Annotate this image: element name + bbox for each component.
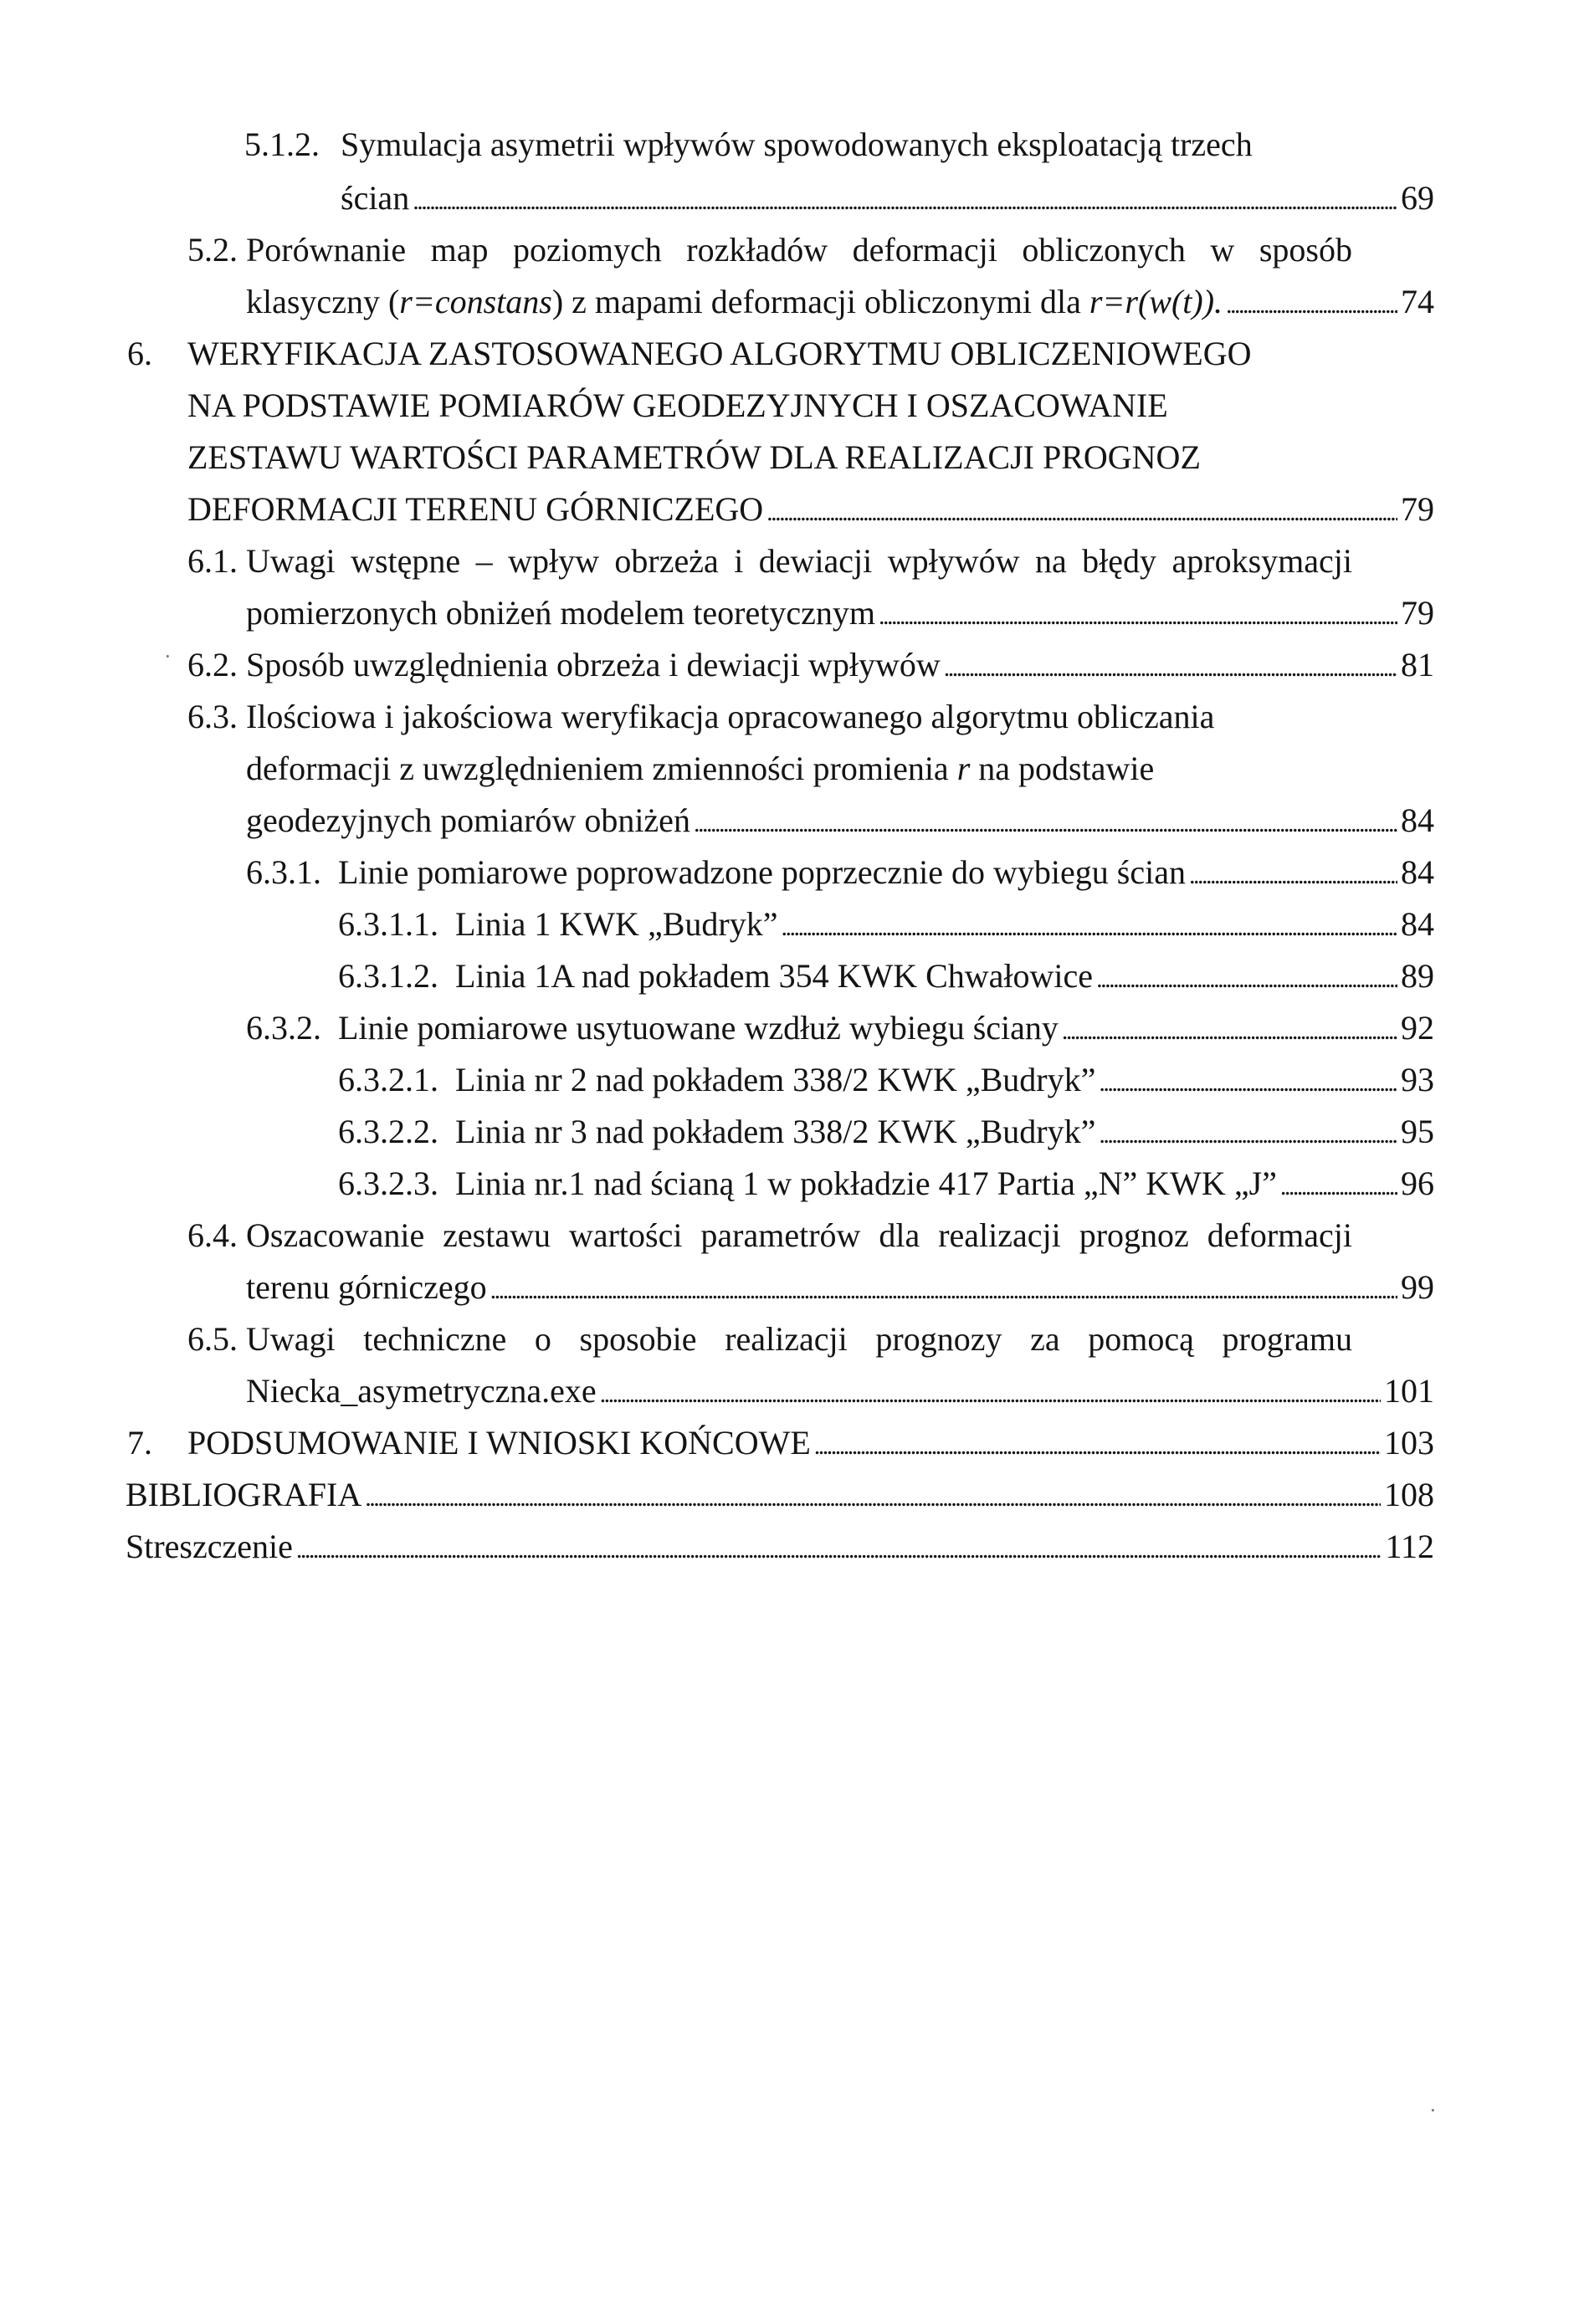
- toc-number: 6.3.2.1.: [338, 1061, 438, 1098]
- toc-number: 6.4.: [187, 1216, 238, 1254]
- toc-number: 5.1.2.: [244, 125, 320, 163]
- leader-dots: [413, 172, 1397, 228]
- toc-entry-6-3-line2: [246, 743, 1154, 795]
- toc-page-number: 112: [1385, 1528, 1434, 1565]
- toc-number: 6.: [127, 335, 152, 372]
- scan-mark: ·: [1429, 2098, 1437, 2122]
- toc-title-cont: [246, 276, 1223, 328]
- toc-number: 6.3.2.3.: [338, 1165, 438, 1202]
- toc-entry-bibliografia: [126, 1469, 1434, 1521]
- leader-dots: [490, 1262, 1397, 1317]
- toc-entry-6-2: [187, 639, 1434, 691]
- leader-dots: [1099, 1106, 1397, 1161]
- leader-dots: [1096, 950, 1397, 1006]
- leader-dots: [296, 1521, 1382, 1576]
- toc-page-number: 84: [1401, 801, 1434, 839]
- leader-dots: [694, 795, 1397, 850]
- toc-entry-5-2-line1: [187, 224, 1352, 276]
- leader-dots: [766, 484, 1397, 539]
- toc-number: 6.3.: [187, 698, 238, 735]
- leader-dots: [1189, 847, 1397, 902]
- toc-title: BIBLIOGRAFIA: [126, 1476, 362, 1513]
- toc-page-number: 108: [1384, 1476, 1434, 1513]
- leader-dots: [1280, 1158, 1397, 1213]
- toc-title: [338, 1158, 1277, 1210]
- toc-page-number: 95: [1401, 1113, 1434, 1150]
- toc-title-cont: pomierzonych obniżeń modelem teoretycznym: [246, 594, 875, 632]
- leader-dots: [1099, 1054, 1397, 1109]
- scan-mark: ·: [164, 644, 172, 668]
- toc-title-cont: terenu górniczego: [246, 1268, 487, 1306]
- toc-title: [187, 639, 941, 691]
- toc-entry-6-3-1-1: [338, 898, 1434, 950]
- toc-number: 6.5.: [187, 1320, 238, 1358]
- toc-page-number: 89: [1401, 957, 1434, 995]
- toc-entry-6-1-line2: [246, 587, 1434, 639]
- toc-page-number: 93: [1401, 1061, 1434, 1098]
- toc-title: [127, 1417, 811, 1469]
- toc-entry-6-3-line1: [187, 691, 1214, 743]
- toc-page-number: 84: [1401, 853, 1434, 891]
- text-italic: r=constans: [399, 283, 552, 320]
- toc-page-number: 101: [1384, 1372, 1434, 1410]
- toc-entry-6-5-line1: [187, 1313, 1352, 1365]
- toc-entry-6-3-2-2: [338, 1106, 1434, 1158]
- toc-entry-6-line3: [187, 432, 1201, 484]
- toc-number: 6.3.1.1.: [338, 905, 438, 943]
- toc-entry-6-3-2: [246, 1002, 1434, 1054]
- leader-dots: [1062, 1002, 1397, 1057]
- text-part: Linia 1A nad pokładem 354 KWK Chwałowice: [455, 957, 1094, 995]
- toc-title: WERYFIKACJA ZASTOSOWANEGO ALGORYTMU OBLICZENIOWEGO: [187, 335, 1252, 372]
- leader-dots: [944, 639, 1397, 694]
- text-italic: r=r(w(t)).: [1089, 283, 1223, 320]
- leader-dots: [1226, 276, 1397, 331]
- leader-dots: [365, 1469, 1381, 1524]
- text-part: Sposób uwzględnienia obrzeża i dewiacji wpływów: [246, 646, 941, 683]
- toc-number: 6.3.1.2.: [338, 957, 438, 995]
- toc-page-number: 74: [1401, 283, 1434, 320]
- leader-dots: [814, 1417, 1381, 1472]
- toc-title: [338, 950, 1093, 1002]
- toc-number: 6.3.2.: [246, 1009, 321, 1047]
- text-part: Linia 1 KWK „Budryk”: [455, 905, 778, 943]
- toc-entry-6-5-line2: [246, 1365, 1434, 1417]
- toc-entry-6-4-line1: [187, 1210, 1352, 1262]
- text-part: PODSUMOWANIE I WNIOSKI KOŃCOWE: [187, 1424, 811, 1461]
- toc-number: 5.2.: [187, 231, 238, 269]
- toc-title: [246, 847, 1186, 898]
- toc-title-cont: ścian: [341, 179, 410, 217]
- toc-title-cont: geodezyjnych pomiarów obniżeń: [246, 801, 690, 839]
- toc-title: Oszacowanie zestawu wartości parametrów dla realizacji prognoz deformacji: [246, 1216, 1352, 1254]
- toc-title: [338, 1106, 1095, 1158]
- text-part: Linie pomiarowe poprowadzone poprzecznie do wybiegu ścian: [338, 853, 1186, 891]
- toc-title: Porównanie map poziomych rozkładów deformacji obliczonych w sposób: [246, 231, 1352, 269]
- toc-title: Streszczenie: [126, 1528, 293, 1565]
- toc-number: 6.3.2.2.: [338, 1113, 438, 1150]
- text-part: Linia nr.1 nad ścianą 1 w pokładzie 417 Partia „N” KWK „J”: [455, 1165, 1277, 1202]
- toc-entry-6-3-1-2: [338, 950, 1434, 1002]
- toc-title-cont: NA PODSTAWIE POMIARÓW GEODEZYJNYCH I OSZACOWANIE: [187, 386, 1168, 424]
- toc-title-cont: Niecka_asymetryczna.exe: [246, 1372, 597, 1410]
- toc-entry-6-line2: [187, 380, 1168, 432]
- toc-number: 6.1.: [187, 542, 238, 580]
- toc-page-number: 84: [1401, 905, 1434, 943]
- toc-title: Ilościowa i jakościowa weryfikacja opracowanego algorytmu obliczania: [246, 698, 1215, 735]
- toc-title: Uwagi wstępne – wpływ obrzeża i dewiacji wpływów na błędy aproksymacji: [246, 542, 1352, 580]
- toc-entry-6-4-line2: [246, 1262, 1434, 1313]
- toc-title: [338, 898, 777, 950]
- toc-page-number: 79: [1401, 490, 1434, 528]
- toc-title: [246, 1002, 1059, 1054]
- toc-title-cont: DEFORMACJI TERENU GÓRNICZEGO: [187, 490, 764, 528]
- toc-page-number: 81: [1401, 646, 1434, 683]
- toc-entry-5-1-2-line1: [244, 119, 1253, 171]
- toc-entry-6-line1: [127, 328, 1251, 380]
- toc-entry-5-2-line2: [246, 276, 1434, 328]
- toc-title: Uwagi techniczne o sposobie realizacji prognozy za pomocą programu: [246, 1320, 1352, 1358]
- toc-entry-7: [127, 1417, 1434, 1469]
- text-part: deformacji z uwzględnieniem zmienności promienia: [246, 750, 957, 787]
- leader-dots: [879, 587, 1397, 642]
- text-part: klasyczny (: [246, 283, 400, 320]
- toc-title-cont: ZESTAWU WARTOŚCI PARAMETRÓW DLA REALIZACJI PROGNOZ: [187, 438, 1201, 476]
- toc-page-number: 92: [1401, 1009, 1434, 1047]
- toc-number: 6.2.: [187, 646, 238, 683]
- toc-page-number: 69: [1401, 179, 1434, 217]
- toc-title: [338, 1054, 1095, 1106]
- toc-entry-6-3-2-1: [338, 1054, 1434, 1106]
- toc-entry-5-1-2-line2: [341, 172, 1434, 224]
- toc-entry-6-3-2-3: [338, 1158, 1434, 1210]
- toc-entry-6-3-1: [246, 847, 1434, 898]
- leader-dots: [781, 898, 1397, 954]
- toc-entry-6-1-line1: [187, 535, 1352, 587]
- leader-dots: [600, 1365, 1381, 1421]
- text-italic: r: [956, 750, 971, 787]
- toc-title: Symulacja asymetrii wpływów spowodowanych eksploatacją trzech: [341, 125, 1253, 163]
- text-part: ) z mapami deformacji obliczonymi dla: [551, 283, 1089, 320]
- toc-number: 7.: [127, 1424, 152, 1461]
- toc-page-number: 103: [1384, 1424, 1434, 1461]
- toc-entry-6-3-line3: [246, 795, 1434, 847]
- toc-page-number: 96: [1401, 1165, 1434, 1202]
- text-part: Linia nr 3 nad pokładem 338/2 KWK „Budryk”: [455, 1113, 1096, 1150]
- toc-page-number: 79: [1401, 594, 1434, 632]
- text-part: Linia nr 2 nad pokładem 338/2 KWK „Budryk”: [455, 1061, 1096, 1098]
- text-part: na podstawie: [970, 750, 1155, 787]
- toc-entry-streszczenie: [126, 1521, 1434, 1573]
- toc-entry-6-line4: [187, 484, 1434, 535]
- toc-number: 6.3.1.: [246, 853, 321, 891]
- toc-page-number: 99: [1401, 1268, 1434, 1306]
- text-part: Linie pomiarowe usytuowane wzdłuż wybiegu ściany: [338, 1009, 1059, 1047]
